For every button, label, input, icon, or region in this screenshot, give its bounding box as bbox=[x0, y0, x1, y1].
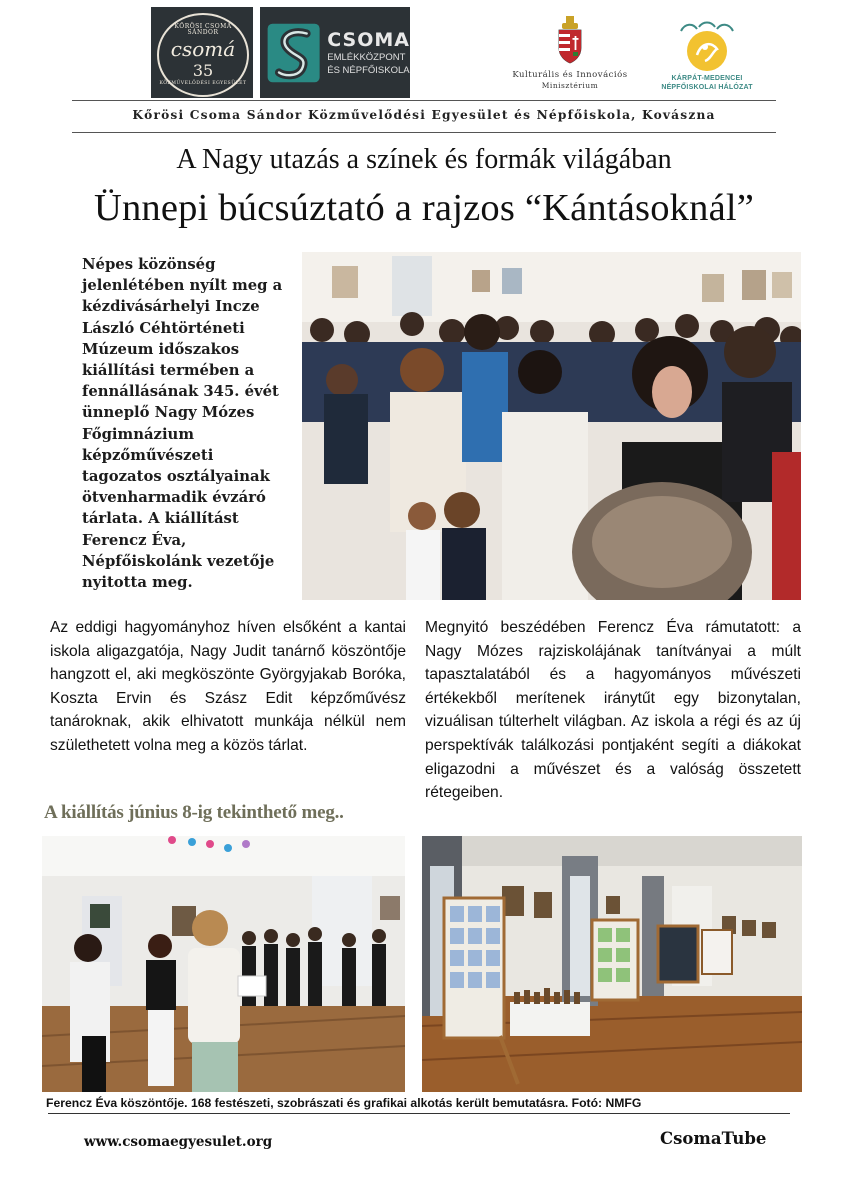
article-lead: Népes közönség jelenlétében nyílt meg a kézdivásárhelyi Incze László Céhtörténeti Múzeum időszakos kiállítási termében a fennállásának 345. évét ünneplő Nagy Mózes Főgimnázium képzőművészeti tagozatos osztályainak ötvenharmadik évzáró tárlata. A kiállítást Ferencz Éva, Népfőiskolánk vezetője nyitotta meg. bbox=[82, 256, 283, 592]
photo-caption: Ferencz Éva köszöntője. 168 festészeti, szobrászati és grafikai alkotás került bemutatásra. Fotó: NMFG bbox=[46, 1096, 642, 1110]
csoma-s-icon bbox=[266, 13, 321, 93]
exhibition-notice: A kiállítás június 8-ig tekinthető meg.. bbox=[44, 802, 344, 823]
footer-rule bbox=[48, 1113, 790, 1114]
paragraph-left: Az eddigi hagyományhoz híven elsőként a kantai iskola aligazgatója, Nagy Judit tanárnő köszöntője hangzott el, aki megköszönte Györgyjakab Boróka, Koszta Ervin és Szász Edit képzőművész tanároknak, akik elhivatott munkája nélkül nem születhetett volna meg a közös tárlat. bbox=[50, 619, 406, 754]
network-emblem-icon bbox=[675, 19, 739, 75]
article-subtitle: A Nagy utazás a színek és formák világában bbox=[176, 144, 672, 175]
hungarian-coat-of-arms-icon bbox=[557, 16, 583, 64]
logo-seal: KŐRÖSI CSOMA SÁNDOR csomá 35 KÖZMŰVELŐDÉSI EGYESÜLET bbox=[157, 13, 249, 97]
logo-ministry: Kulturális és Innovációs Minisztérium bbox=[492, 7, 648, 98]
photo-speaker bbox=[42, 836, 405, 1092]
logo-csoma-35 bbox=[151, 7, 253, 98]
logo-csoma-center: CSOMA EMLÉKKÖZPONT ÉS NÉPFŐISKOLA bbox=[260, 7, 410, 98]
logo-nepfoiskola-network: KÁRPÁT-MEDENCEI NÉPFŐISKOLAI HÁLÓZAT bbox=[656, 7, 758, 98]
website-link[interactable]: www.csomaegyesulet.org bbox=[84, 1134, 273, 1150]
header-rule-bottom bbox=[72, 132, 776, 133]
photo-audience bbox=[302, 252, 801, 600]
article-headline: Ünnepi búcsúztató a rajzos “Kántásoknál” bbox=[93, 187, 755, 229]
organization-line: Kőrösi Csoma Sándor Közművelődési Egyesület és Népfőiskola, Kovászna bbox=[132, 108, 716, 122]
paragraph-right: Megnyitó beszédében Ferencz Éva rámutatott: a Nagy Mózes rajziskolájának tanítványai a múlt tapasztalatából és a hagyományos művészeti értékekből merítenek iránytűt egy bizonytalan, vizuálisan túlterhelt világban. Az iskola a régi és az új perspektívák találkozási pontjaként segíti a diákokat eligazodni a művészet és a valóság összetett rétegeiben. bbox=[425, 619, 801, 802]
photo-gallery-hall bbox=[422, 836, 802, 1092]
header-rule-top bbox=[72, 100, 776, 101]
csomatube-link[interactable]: CsomaTube bbox=[660, 1129, 767, 1148]
